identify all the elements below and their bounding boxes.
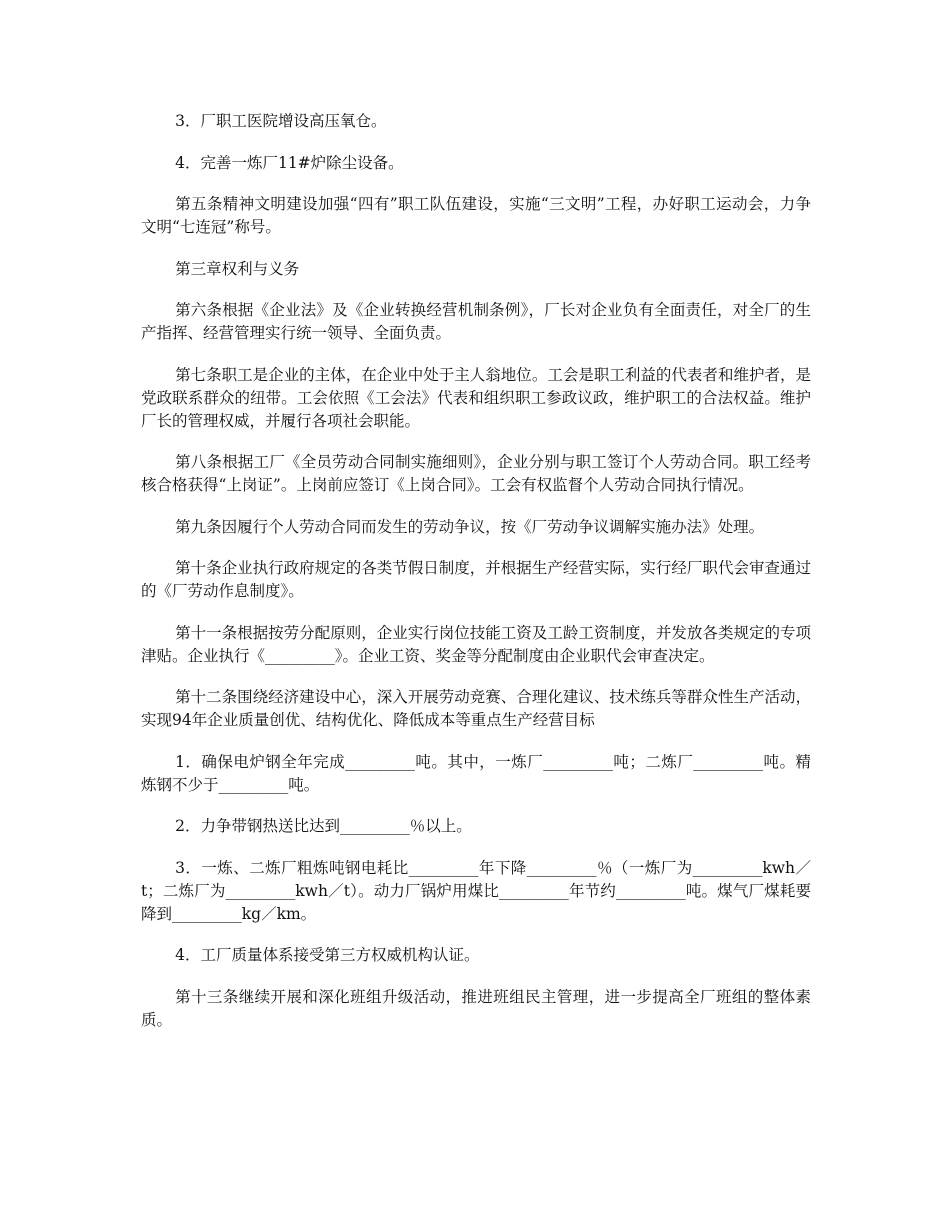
paragraph: 第九条因履行个人劳动合同而发生的劳动争议，按《厂劳动争议调解实施办法》处理。 [175,517,765,536]
paragraph: 第十条企业执行政府规定的各类节假日制度，并根据生产经营实际，实行经厂职代会审查通过的《厂劳动作息制度》。 [141,559,811,600]
paragraph: 第十三条继续开展和深化班组升级活动，推进班组民主管理，进一步提高全厂班组的整体素质。 [141,987,811,1029]
chapter-heading: 第三章权利与义务 [175,259,300,278]
document-body [141,110,811,1050]
paragraph: 4．工厂质量体系接受第三方权威机构认证。 [175,946,480,964]
paragraph: 第八条根据工厂《全员劳动合同制实施细则》，企业分别与职工签订个人劳动合同。职工经考核合格获得“上岗证”。上岗前应签订《上岗合同》。工会有权监督个人劳动合同执行情况。 [141,453,811,494]
paragraph: 第十一条根据按劳分配原则，企业实行岗位技能工资及工龄工资制度，并发放各类规定的专项津贴。企业执行《_________》。企业工资、奖金等分配制度由企业职代会审查决定。 [141,623,811,665]
paragraph: 4．完善一炼厂11#炉除尘设备。 [175,153,404,172]
paragraph: 第七条职工是企业的主体，在企业中处于主人翁地位。工会是职工利益的代表者和维护者，是党政联系群众的纽带。工会依照《工会法》代表和组织职工参政议政，维护职工的合法权益。维护厂长的管理权威，并履行各项社会职能。 [141,365,811,430]
paragraph: 1．确保电炉钢全年完成_________吨。其中，一炼厂_________吨；二炼厂_________吨。精炼钢不少于_________吨。 [141,752,811,794]
paragraph: 第五条精神文明建设加强“四有”职工队伍建设，实施“三文明”工程，办好职工运动会，力争文明“七连冠”称号。 [141,195,811,236]
paragraph: 2．力争带钢热送比达到_________％以上。 [175,817,472,835]
paragraph: 3．一炼、二炼厂粗炼吨钢电耗比_________年下降_________％（一炼厂为_________kwh／t；二炼厂为_________kwh／t）。动力厂锅炉用煤比_________年节约_________吨。煤气厂煤耗要降到_________kg／km。 [141,858,811,923]
paragraph: 3．厂职工医院增设高压氧仓。 [175,112,387,130]
paragraph: 第六条根据《企业法》及《企业转换经营机制条例》，厂长对企业负有全面责任，对全厂的生产指挥、经营管理实行统一领导、全面负责。 [141,301,811,342]
paragraph: 第十二条围绕经济建设中心，深入开展劳动竞赛、合理化建议、技术练兵等群众性生产活动，实现94年企业质量创优、结构优化、降低成本等重点生产经营目标 [141,688,811,729]
